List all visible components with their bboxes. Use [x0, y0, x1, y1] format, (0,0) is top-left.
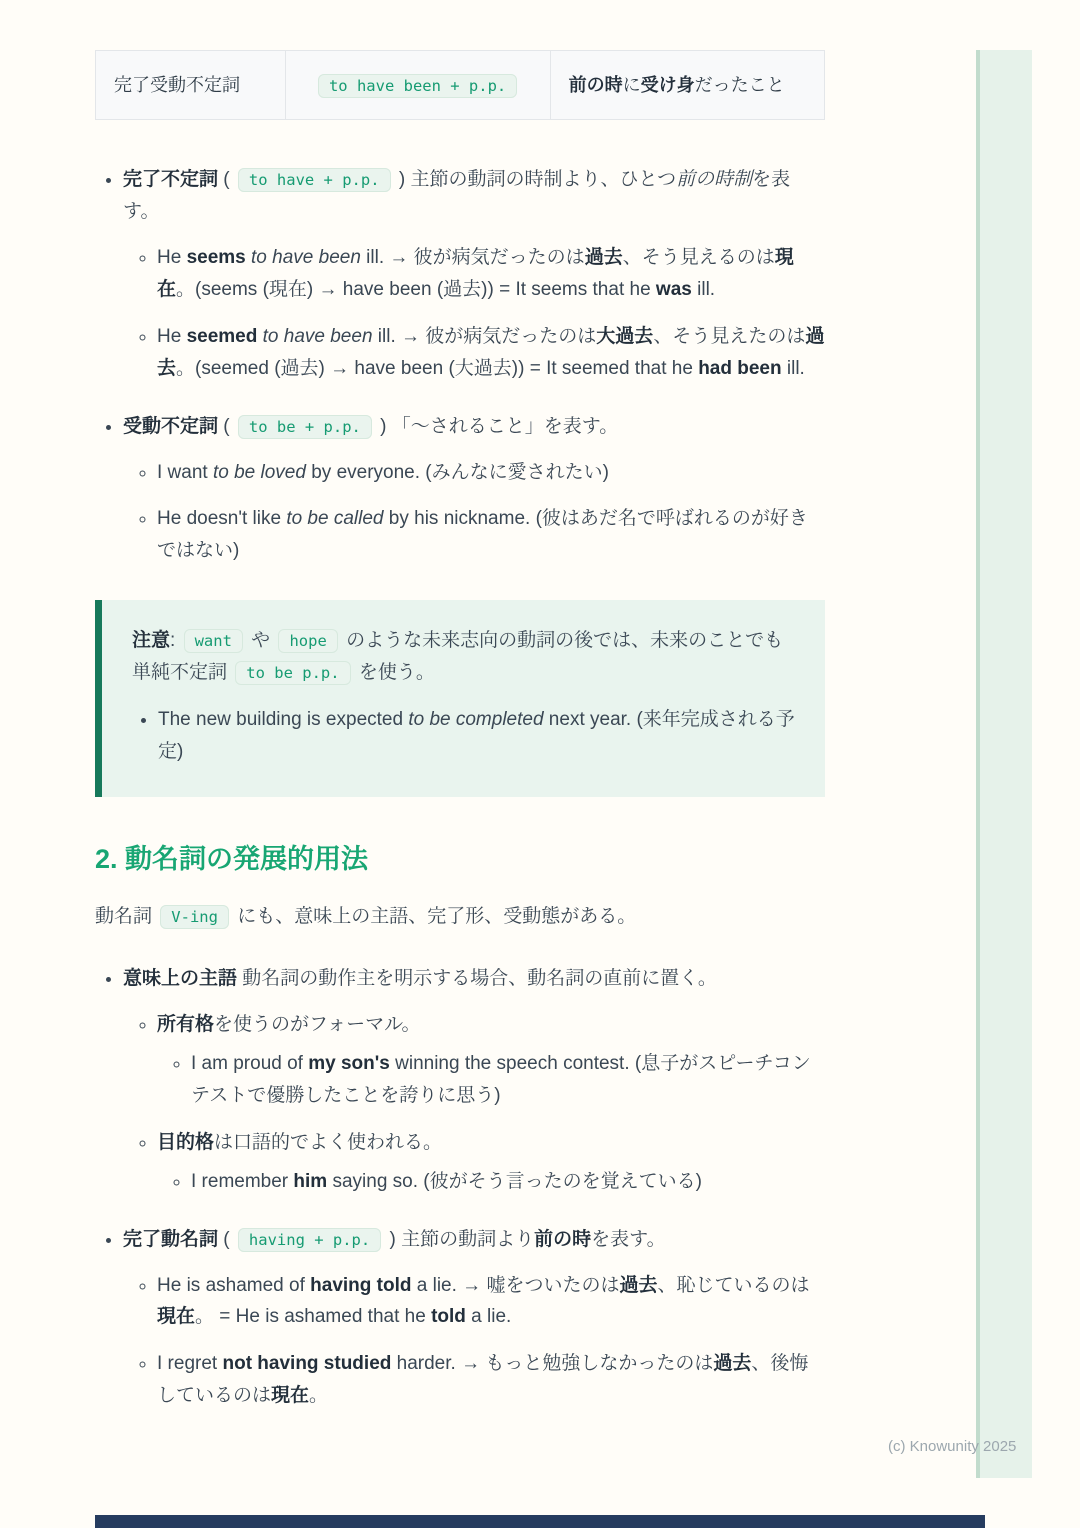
infinitive-list [95, 164, 825, 567]
list-item-text: • 完了不定詞 ( to have + p.p. ) 主節の動詞の時制より、ひとつ前の時制を表す。 [123, 169, 791, 223]
document-content [95, 50, 825, 1438]
table-cell-term: 完了受動不定詞 [96, 51, 286, 120]
example-list [123, 242, 825, 385]
example-item: ◦ I want to be loved by everyone. (みんなに愛されたい) [157, 457, 825, 489]
table-cell-form [285, 51, 550, 120]
example-list [157, 1048, 825, 1112]
list-item-text: • 完了動名詞 ( having + p.p. ) 主節の動詞より前の時を表す。 [123, 1228, 666, 1250]
sub-item-text: ◦ 所有格を使うのがフォーマル。 [157, 1014, 421, 1036]
example-list [123, 457, 825, 568]
example-item: ◦ I remember him saying so. (彼がそう言ったのを覚えている) [191, 1166, 825, 1198]
section-heading: 2. 動名詞の発展的用法 [95, 843, 369, 874]
list-item-text: • 受動不定詞 ( to be + p.p. ) 「〜されること」を表す。 [123, 415, 619, 437]
note-box [95, 600, 825, 797]
note-example-list [132, 704, 795, 768]
list-item-perfect-infinitive [123, 164, 825, 384]
example-item: ◦ He is ashamed of having told a lie. → 嘘をついたのは過去、恥じているのは現在。 = He is ashamed that he told a lie. [157, 1270, 825, 1334]
example-item: ◦ I regret not having studied harder. → もっと勉強しなかったのは過去、後悔しているのは現在。 [157, 1348, 825, 1412]
side-stripe [976, 50, 1032, 1478]
list-item-passive-infinitive [123, 411, 825, 568]
sub-item-possessive [157, 1009, 825, 1112]
note-text: 注意: want や hope のような未来志向の動詞の後では、未来のことでも単純不定詞 to be p.p. を使う。 [132, 630, 784, 684]
list-item-perfect-gerund [123, 1224, 825, 1413]
example-item: ◦ He seems to have been ill. → 彼が病気だったのは過去、そう見えるのは現在。(seems (現在) → have been (過去)) = It seems that he was ill. [157, 242, 825, 306]
table-cell-meaning: 前の時に受け身だったこと [550, 51, 824, 120]
sub-list [123, 1009, 825, 1198]
list-item-text: • 意味上の主語 動名詞の動作主を明示する場合、動名詞の直前に置く。 [123, 968, 717, 990]
example-list [157, 1166, 825, 1198]
table-row [96, 51, 825, 120]
example-item: ◦ I am proud of my son's winning the speech contest. (息子がスピーチコンテストで優勝したことを誇りに思う) [191, 1048, 825, 1112]
sub-item-text: ◦ 目的格は口語的でよく使われる。 [157, 1131, 443, 1153]
grammar-summary-table [95, 50, 825, 120]
copyright-text: (c) Knowunity 2025 [888, 1438, 1017, 1455]
list-item-semantic-subject [123, 963, 825, 1197]
note-example-item: • The new building is expected to be completed next year. (来年完成される予定) [158, 704, 795, 768]
next-page-edge [95, 1515, 985, 1528]
gerund-list [95, 963, 825, 1412]
code-chip: to have been + p.p. [318, 74, 517, 98]
sub-item-objective [157, 1127, 825, 1198]
example-item: ◦ He seemed to have been ill. → 彼が病気だったのは大過去、そう見えたのは過去。(seemed (過去) → have been (大過去)) = It seemed that he had been ill. [157, 321, 825, 385]
section-intro: 動名詞 V-ing にも、意味上の主語、完了形、受動態がある。 [95, 906, 637, 928]
example-item: ◦ He doesn't like to be called by his nickname. (彼はあだ名で呼ばれるのが好きではない) [157, 503, 825, 567]
example-list [123, 1270, 825, 1413]
